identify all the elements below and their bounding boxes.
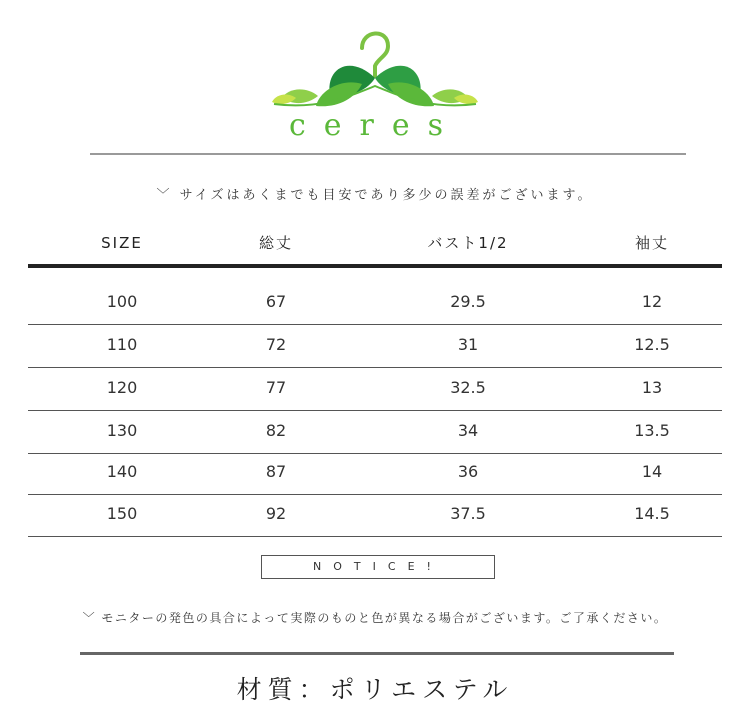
column-header-sleeve: 袖丈 [634,234,669,252]
bust-cell: 36 [457,462,479,481]
header-divider [90,153,686,155]
length-cell: 87 [265,462,287,481]
size-cell: 110 [106,335,138,354]
size-cell: 140 [106,462,138,481]
sleeve-cell: 13 [641,378,663,397]
length-cell: 82 [265,421,287,440]
sleeve-cell: 13.5 [634,421,670,440]
bust-cell: 34 [457,421,479,440]
footer-divider [80,652,674,655]
bust-cell: 32.5 [450,378,486,397]
size-cell: 100 [106,292,138,311]
column-header-size: SIZE [101,234,143,252]
sleeve-cell: 12.5 [634,335,670,354]
bust-cell: 37.5 [450,504,486,523]
material-text: 材質：ポリエステル [236,675,514,704]
table-row [28,325,722,368]
length-cell: 67 [265,292,287,311]
length-cell: 77 [265,378,287,397]
length-cell: 92 [265,504,287,523]
table-row [28,452,722,495]
hanger-leaves-icon [270,26,480,116]
notice-label: NOTICE! [261,555,495,579]
size-cell: 130 [106,421,138,440]
color-notice-text: ﹀ モニターの発色の具合によって実際のものと色が異なる場合がございます。ご了承ください。 [82,611,668,625]
table-row [28,282,722,325]
bust-cell: 31 [457,335,479,354]
table-row [28,494,722,537]
size-cell: 120 [106,378,138,397]
size-disclaimer: ﹀ サイズはあくまでも目安であり多少の誤差がございます。 [156,188,594,203]
table-row [28,368,722,411]
sleeve-cell: 14 [641,462,663,481]
ceres-logo [270,26,480,143]
size-cell: 150 [106,504,138,523]
column-header-length: 総丈 [258,234,293,252]
sleeve-cell: 14.5 [634,504,670,523]
brand-name: ceres [288,108,462,143]
table-row [28,411,722,454]
length-cell: 72 [265,335,287,354]
column-header-bust: バスト1/2 [427,234,509,252]
header-rule [28,264,722,268]
sleeve-cell: 12 [641,292,663,311]
bust-cell: 29.5 [450,292,486,311]
